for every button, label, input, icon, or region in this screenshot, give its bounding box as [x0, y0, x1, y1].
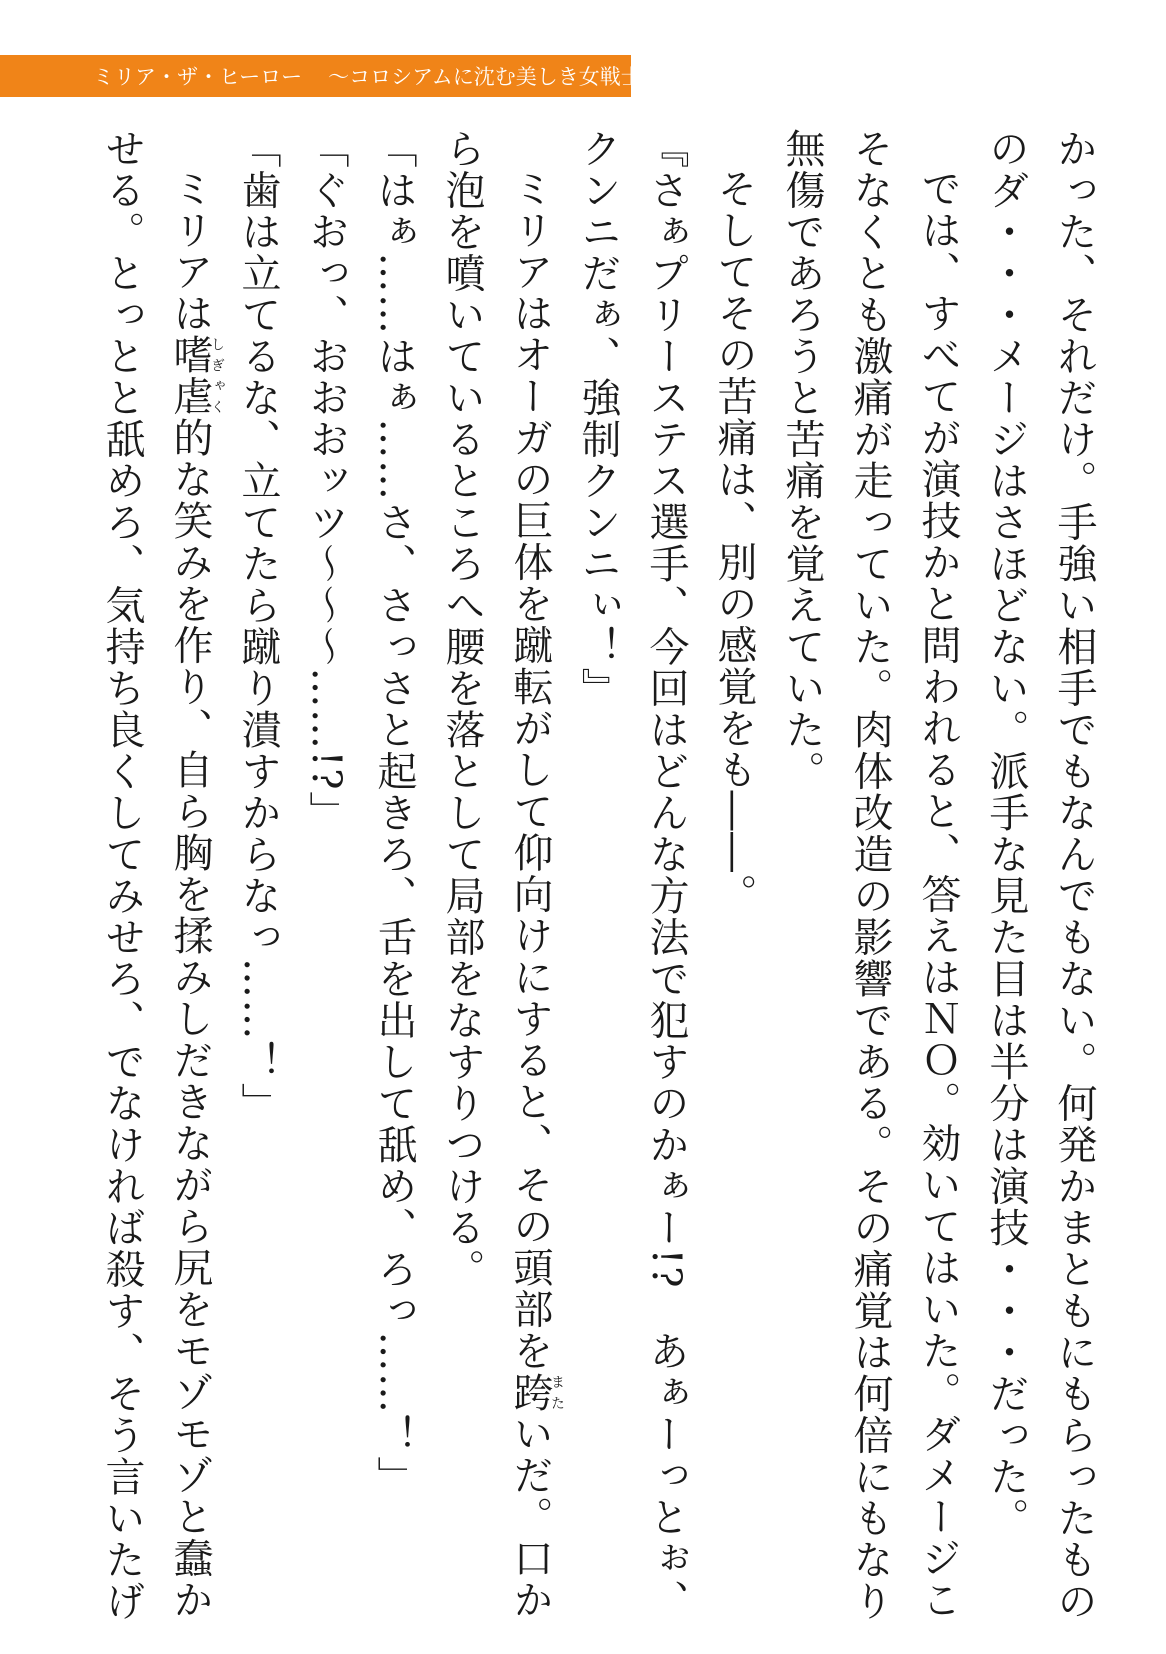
- paragraph-2: では、すべてが演技かと問われると、答えはＮＯ。効いてはいた。ダメージこそなくとも激痛が走っていた。肉体改造の影響である。その痛覚は何倍にもなり無傷であろうと苦痛を覚えていた。: [779, 128, 961, 1622]
- paragraph-5: ミリアはオーガの巨体を蹴転がして仰向けにすると、その頭部を跨またいだ。口から泡を噴いているところへ腰を落として局部をなすりつける。: [439, 128, 565, 1621]
- dialogue-announcer: 『さぁプリーステス選手、今回はどんな方法で犯すのかぁー!? あぁーっとぉ、クンニだぁ、強制クンニぃ！』: [575, 128, 689, 1622]
- furigana: 跨また: [507, 1371, 565, 1413]
- book-subtitle: 〜コロシアムに沈む美しき女戦士たち〜: [328, 65, 705, 89]
- paragraph-1: かった、それだけ。手強い相手でもなんでもない。何発かまともにもらったもののダ・・・メージはさほどない。派手な見た目は半分は演技・・・だった。: [983, 128, 1097, 1622]
- dialogue-miria-2: 「歯は立てるな、立てたら蹴り潰すからなっ……！」: [235, 128, 281, 1124]
- paragraph-9: ミリアは嗜虐しぎゃく的な笑みを作り、自ら胸を揉みしだきながら尻をモゾモゾと蠢かせる。とっとと舐めろ、気持ち良くしてみせろ、でなければ殺す、そう言いたげ: [99, 128, 225, 1622]
- dialogue-miria-1: 「はぁ……はぁ……さ、さっさと起きろ、舌を出して舐め、ろっ……！」: [371, 128, 417, 1498]
- dialogue-ogre: 「ぐおっ、おおおッツ〜〜〜……!?」: [303, 128, 349, 833]
- running-header: [0, 55, 705, 97]
- paragraph-3: そしてその苦痛は、別の感覚をも――。: [711, 168, 757, 915]
- book-title: ミリア・ザ・ヒーロー: [93, 65, 303, 89]
- furigana: 嗜虐しぎゃく: [167, 334, 225, 417]
- vertical-text-body: [78, 128, 1108, 1628]
